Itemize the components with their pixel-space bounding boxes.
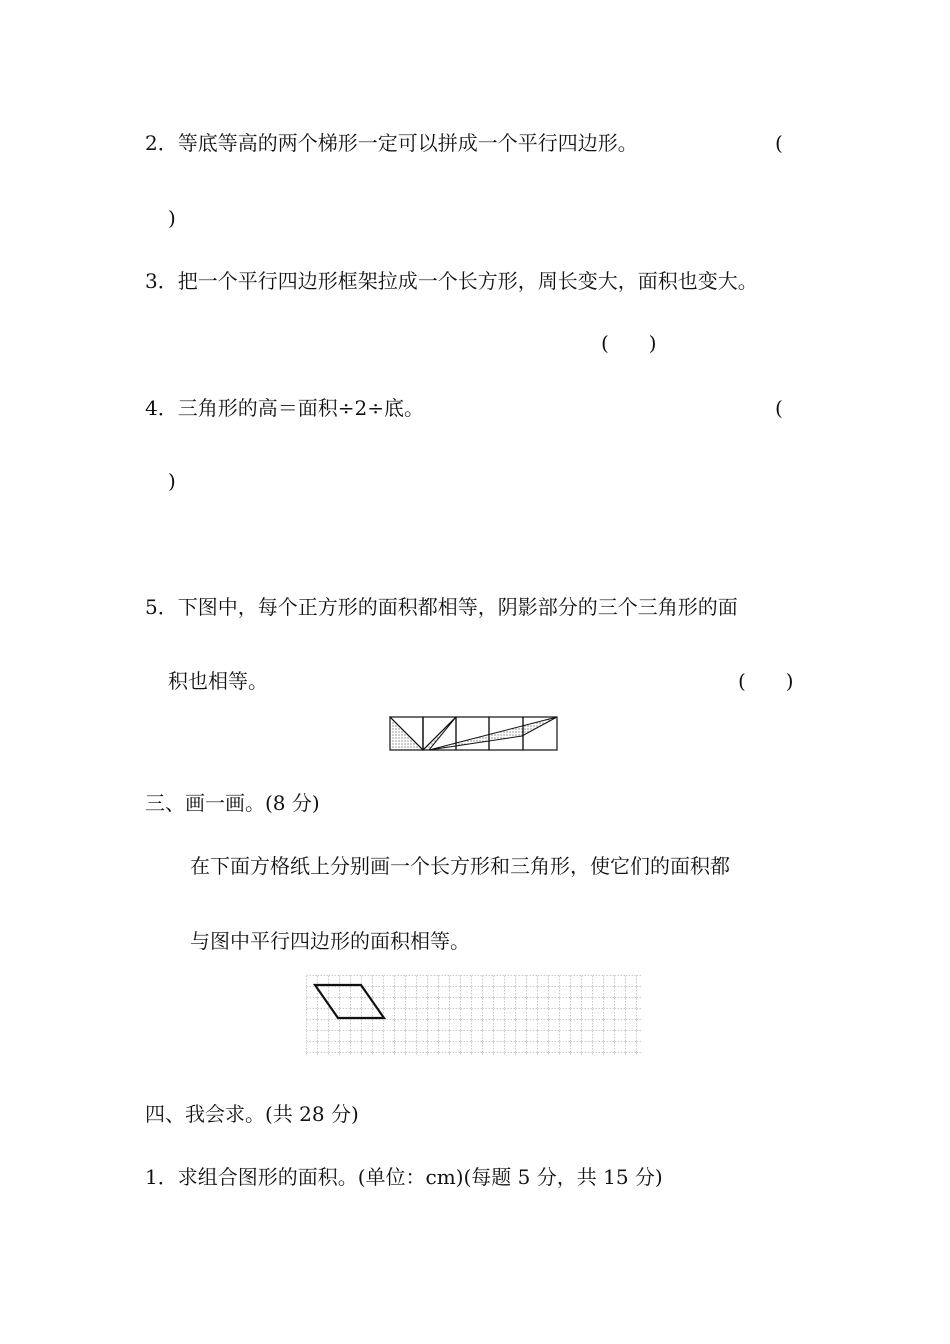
shaded-triangle-3 — [429, 717, 557, 750]
section-4-heading: 四、我会求。(共 28 分) — [145, 1102, 359, 1126]
squares-triangles-figure — [389, 716, 561, 752]
section-3-instruction-line1: 在下面方格纸上分别画一个长方形和三角形，使它们的面积都 — [190, 854, 730, 878]
question-5-line2: 积也相等。 — [168, 669, 268, 693]
section-3-instruction-line2: 与图中平行四边形的面积相等。 — [190, 929, 470, 953]
answer-paren-open-4[interactable]: ( — [775, 396, 783, 420]
question-4-text: 4．三角形的高＝面积÷2÷底。 — [145, 396, 424, 420]
answer-paren-open-2[interactable]: ( — [775, 131, 783, 155]
question-3-text: 3．把一个平行四边形框架拉成一个长方形，周长变大，面积也变大。 — [145, 269, 758, 293]
section-4-question-1: 1．求组合图形的面积。(单位：cm)(每题 5 分，共 15 分) — [145, 1165, 663, 1189]
question-5-line1: 5．下图中，每个正方形的面积都相等，阴影部分的三个三角形的面 — [145, 595, 738, 619]
question-2-text: 2．等底等高的两个梯形一定可以拼成一个平行四边形。 — [145, 131, 638, 155]
grid-paper[interactable] — [306, 975, 642, 1055]
answer-paren-close-4[interactable]: ) — [168, 469, 176, 493]
section-3-heading: 三、画一画。(8 分) — [145, 791, 320, 815]
answer-paren-close-2[interactable]: ) — [168, 206, 176, 230]
answer-paren-5[interactable]: ( ) — [738, 669, 794, 693]
answer-paren-3[interactable]: ( ) — [601, 331, 657, 355]
